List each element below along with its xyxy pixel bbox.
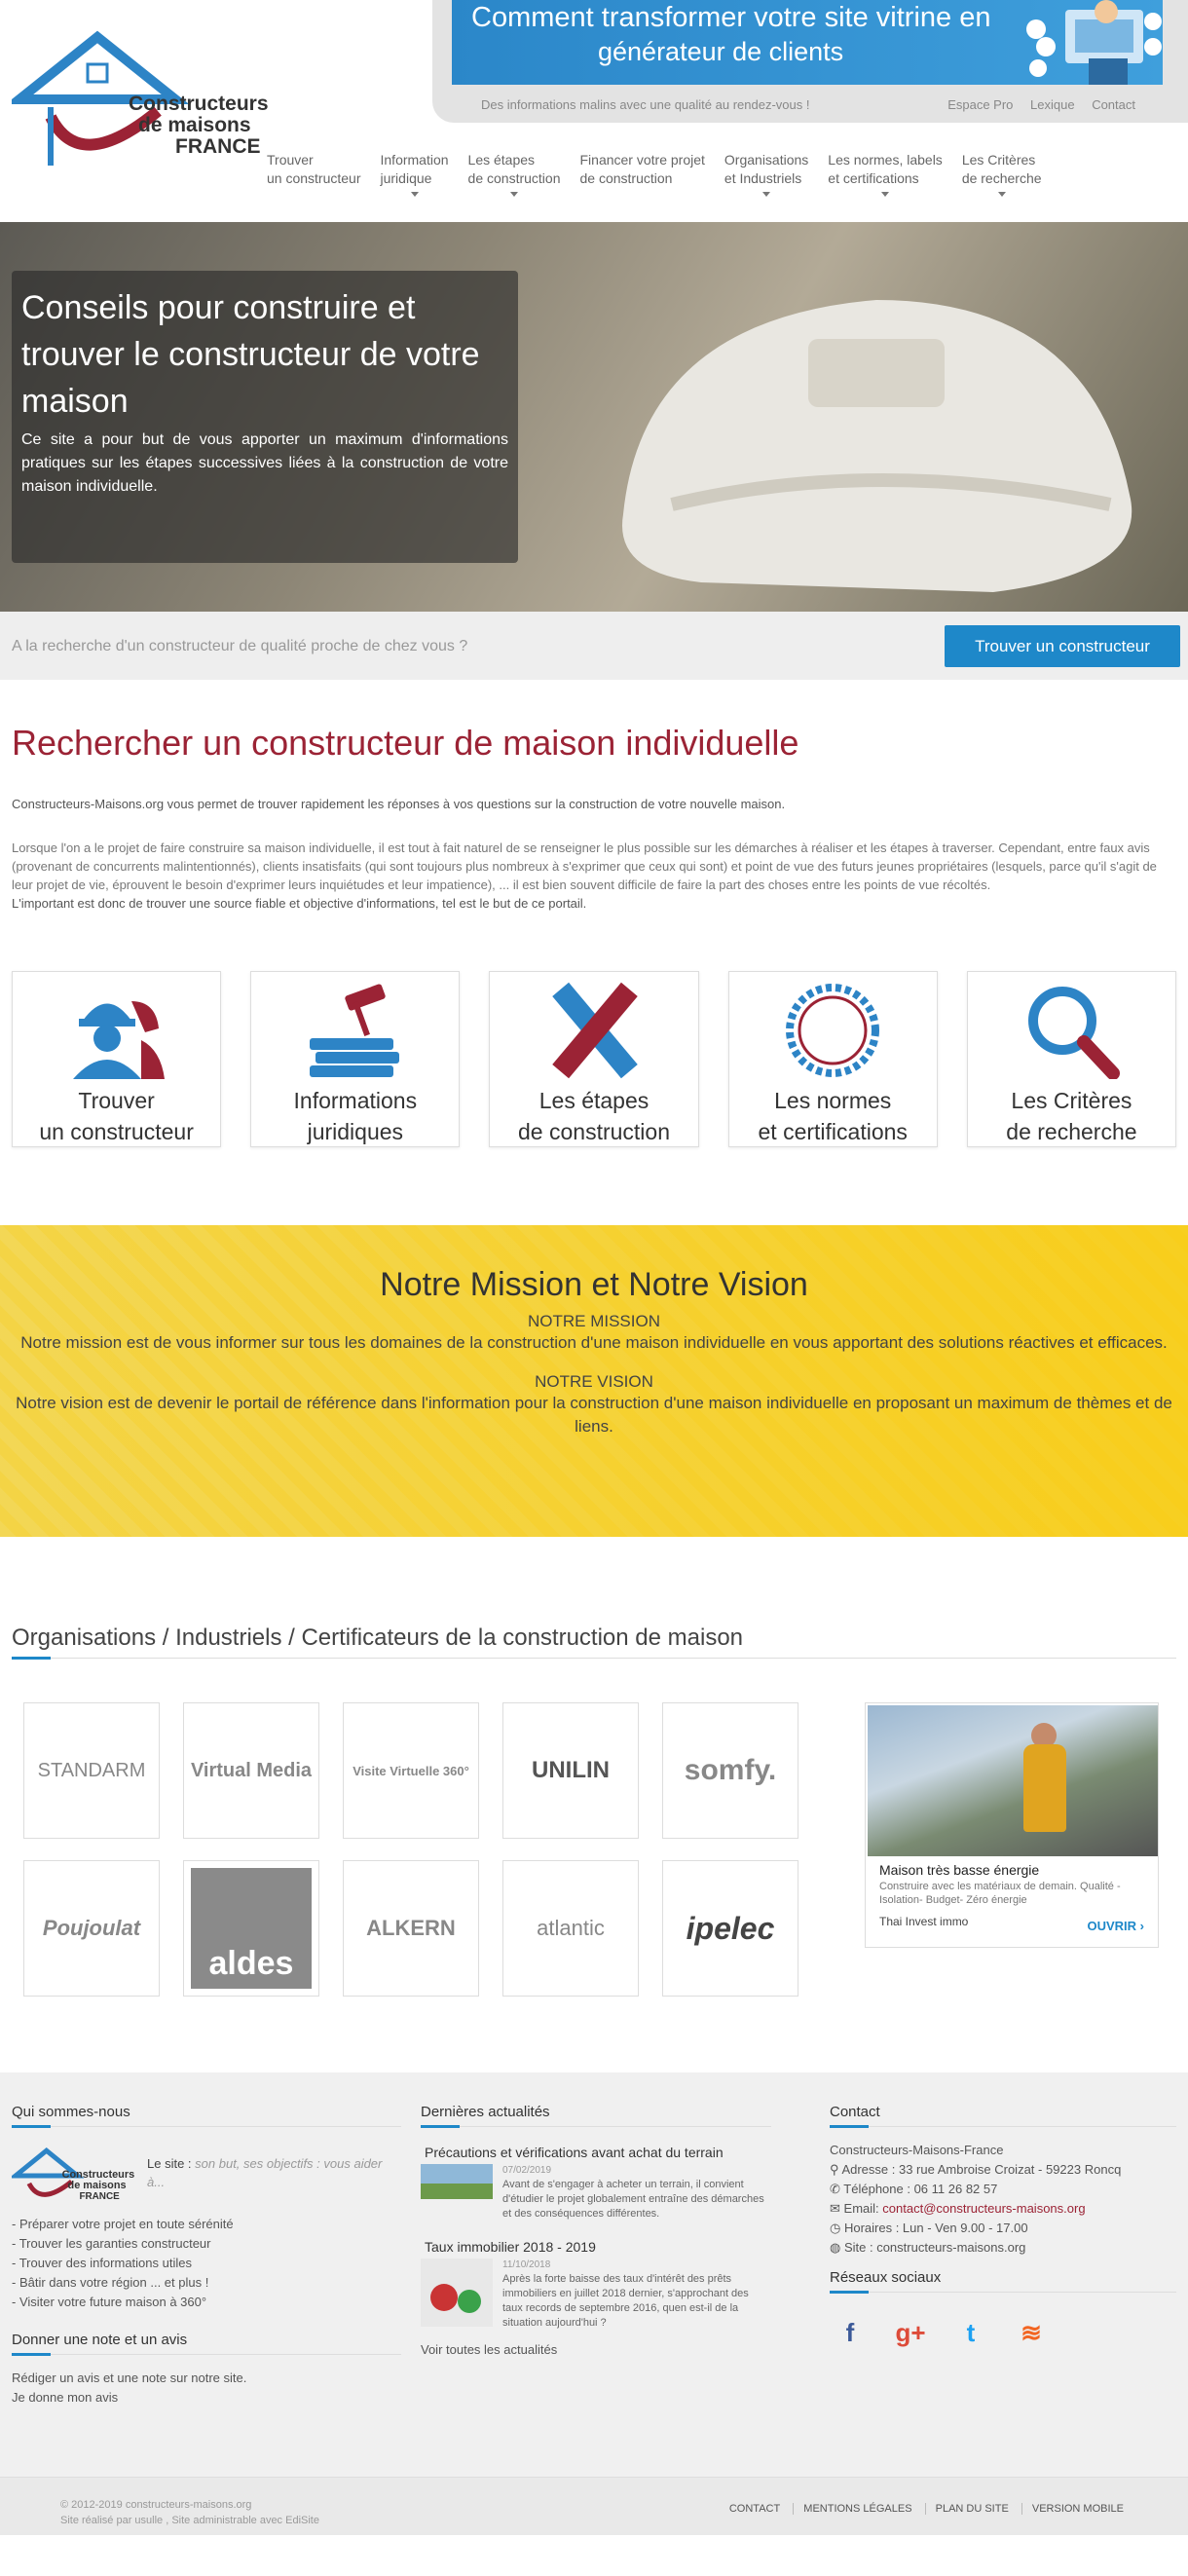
site-description: son but, ses objectifs : vous aider à... — [147, 2156, 383, 2189]
vision-text: Notre vision est de devenir le portail de référence dans l'information pour la construction d'une maison individuelle en proposant un maximum de thèmes et de liens. — [16, 1394, 1172, 1436]
logo-line-2: de maisons — [138, 114, 251, 136]
top-bar — [432, 0, 1188, 123]
partner-logo-atlantic[interactable] — [502, 1860, 639, 1997]
nav-label: Trouver — [267, 152, 314, 168]
card-label: de construction — [518, 1119, 670, 1144]
bottom-link-contact[interactable]: CONTACT — [728, 2503, 781, 2515]
ad-open-button[interactable]: OUVRIR › — [1087, 1919, 1144, 1933]
sidebar-ad[interactable] — [865, 1702, 1159, 1948]
search-prompt: A la recherche d'un constructeur de qualité proche de chez vous ? — [12, 638, 468, 654]
partner-name: STANDARM — [37, 1759, 146, 1781]
card-label: de recherche — [1006, 1119, 1137, 1144]
list-item: - Préparer votre projet en toute sérénité — [12, 2217, 234, 2231]
intro-paragraph-1: Constructeurs-Maisons.org vous permet de trouver rapidement les réponses à vos questions sur la construction de votre nouvelle maison. — [12, 797, 786, 811]
footer-news — [421, 2104, 771, 2360]
ad-open-label: OUVRIR — [1087, 1919, 1137, 1933]
nav-etapes-construction[interactable] — [468, 151, 561, 197]
mail-icon: ✉ — [830, 2201, 840, 2216]
contact-phone: Téléphone : 06 11 26 82 57 — [843, 2182, 998, 2196]
bottom-links — [720, 2503, 1133, 2515]
globe-icon: ◍ — [830, 2240, 841, 2255]
nav-label: de recherche — [961, 170, 1042, 186]
list-item: - Trouver des informations utiles — [12, 2256, 192, 2270]
nav-label: Organisations — [724, 152, 809, 168]
credits: Site réalisé par usulle , Site administrable avec EdiSite — [60, 2515, 319, 2526]
clock-icon: ◷ — [830, 2221, 841, 2235]
card-trouver-constructeur[interactable] — [12, 971, 221, 1147]
partner-name: aldes — [191, 1868, 312, 1989]
google-plus-icon[interactable]: g+ — [895, 2317, 926, 2347]
card-label: Les normes — [774, 1088, 892, 1113]
contact-title: Contact — [830, 2104, 1176, 2127]
bottom-link-plan[interactable]: PLAN DU SITE — [925, 2503, 1019, 2515]
nav-label: et certifications — [828, 170, 919, 186]
svg-text:FRANCE: FRANCE — [79, 2190, 120, 2202]
nav-label: Les Critères — [961, 152, 1036, 168]
bottom-link-mobile[interactable]: VERSION MOBILE — [1021, 2503, 1133, 2515]
hard-hat-icon — [584, 261, 1169, 612]
news-date: 11/10/2018 — [502, 2259, 551, 2270]
card-normes-certifications[interactable] — [728, 971, 938, 1147]
bottom-bar — [0, 2477, 1188, 2535]
find-builder-button[interactable]: Trouver un constructeur — [945, 625, 1180, 667]
contact-address: Adresse : 33 rue Ambroise Croizat - 59223 Roncq — [841, 2162, 1122, 2177]
nav-normes-labels[interactable] — [828, 151, 943, 197]
builder-icon — [63, 982, 170, 1079]
banner-line-1: Comment transformer votre site vitrine en — [471, 2, 991, 33]
mission-heading: NOTRE MISSION — [527, 1312, 660, 1330]
partner-name: ALKERN — [366, 1916, 456, 1940]
site-footer — [0, 2072, 1188, 2477]
partners-title: Organisations / Industriels / Certificateurs de la construction de maison — [12, 1624, 1176, 1659]
top-link-contact[interactable]: Contact — [1092, 97, 1135, 112]
ad-description: Construire avec les matériaux de demain. Qualité - Isolation- Budget- Zéro énergie — [879, 1881, 1121, 1906]
news-item-title: Taux immobilier 2018 - 2019 — [425, 2239, 596, 2255]
list-item: - Visiter votre future maison à 360° — [12, 2295, 207, 2309]
card-label: Les Critères — [1011, 1088, 1132, 1113]
banner-ad[interactable] — [452, 0, 1163, 85]
developer-illustration-icon — [1017, 0, 1163, 85]
nav-organisations[interactable] — [724, 151, 808, 197]
ad-image — [868, 1705, 1158, 1856]
news-item[interactable] — [421, 2239, 771, 2331]
feature-cards — [0, 971, 1188, 1147]
partner-logo-ipelec[interactable] — [662, 1860, 798, 1997]
partner-logo-standarm[interactable] — [23, 1702, 160, 1839]
nav-label: de construction — [579, 170, 673, 186]
site-header — [0, 0, 1188, 222]
partner-name: UNILIN — [532, 1757, 610, 1783]
map-pin-icon: ⚲ — [830, 2162, 839, 2177]
footer-about-title: Qui sommes-nous — [12, 2104, 401, 2127]
partner-name: atlantic — [537, 1916, 605, 1940]
about-list — [12, 2215, 401, 2312]
search-bar — [0, 612, 1188, 680]
hero-banner — [0, 222, 1188, 612]
card-label: Informations — [293, 1088, 418, 1113]
rate-link[interactable]: Je donne mon avis — [12, 2390, 119, 2405]
logo-line-1: Constructeurs — [129, 93, 269, 115]
nav-label: Financer votre projet — [579, 152, 705, 168]
top-link-espace-pro[interactable]: Espace Pro — [947, 97, 1014, 112]
hero-title: Conseils pour construire et trouver le constructeur de votre maison — [21, 289, 480, 420]
intro-section — [0, 680, 1188, 913]
twitter-icon[interactable]: t — [966, 2317, 976, 2347]
card-label: Les étapes — [538, 1088, 650, 1113]
news-all-link[interactable]: Voir toutes les actualités — [421, 2342, 558, 2357]
site-label: Le site : — [147, 2156, 192, 2171]
partner-logo-poujoulat[interactable] — [23, 1860, 160, 1997]
mission-section — [0, 1225, 1188, 1537]
nav-label: et Industriels — [724, 170, 802, 186]
hero-text-box — [12, 271, 518, 563]
svg-text:Constructeurs: Constructeurs — [61, 2168, 135, 2181]
news-excerpt: Après la forte baisse des taux d'intérêt des prêts immobiliers en juillet 2018 dernier, s'approchant des taux records de septembre 2016, quen est-il de la situation aujourd'hui ? — [502, 2273, 749, 2329]
partner-logos — [23, 1702, 832, 1997]
partner-name: somfy. — [684, 1754, 777, 1786]
copyright: © 2012-2019 constructeurs-maisons.org — [60, 2499, 252, 2511]
svg-text:de maisons: de maisons — [67, 2179, 127, 2191]
nav-information-juridique[interactable] — [381, 151, 449, 197]
news-thumbnail — [421, 2164, 493, 2199]
nav-criteres-recherche[interactable] — [962, 151, 1042, 197]
contact-name: Constructeurs-Maisons-France — [830, 2143, 1004, 2157]
magnifier-icon — [1018, 982, 1125, 1079]
news-title: Dernières actualités — [421, 2104, 771, 2127]
partner-name: Virtual Media — [190, 1759, 313, 1781]
laurel-icon — [779, 982, 886, 1079]
banner-line-2: générateur de clients — [598, 37, 844, 66]
partner-logo-aldes[interactable] — [183, 1860, 319, 1997]
card-label: un constructeur — [39, 1119, 194, 1144]
nav-financer-projet[interactable] — [580, 151, 705, 197]
vision-heading: NOTRE VISION — [535, 1372, 653, 1391]
top-link-lexique[interactable]: Lexique — [1030, 97, 1075, 112]
card-informations-juridiques[interactable] — [250, 971, 460, 1147]
list-item: - Trouver les garanties constructeur — [12, 2236, 211, 2251]
partner-logo-unilin[interactable] — [502, 1702, 639, 1839]
main-nav — [267, 151, 1061, 197]
partners-section — [0, 1537, 1188, 2072]
gavel-books-icon — [302, 982, 409, 1079]
contact-email-link[interactable]: contact@constructeurs-maisons.org — [882, 2201, 1086, 2216]
nav-trouver-constructeur[interactable] — [267, 151, 361, 197]
news-date: 07/02/2019 — [502, 2165, 552, 2176]
news-item[interactable] — [421, 2145, 771, 2221]
partner-name: ipelec — [686, 1910, 775, 1946]
contact-email-label: Email: — [843, 2201, 879, 2216]
footer-contact — [830, 2104, 1176, 2353]
card-label: et certifications — [758, 1119, 908, 1144]
footer-logo[interactable] — [12, 2145, 137, 2207]
social-title: Réseaux sociaux — [830, 2269, 1176, 2293]
nav-label: de construction — [467, 170, 561, 186]
mission-title: Notre Mission et Notre Vision — [380, 1266, 808, 1303]
nav-label: Les étapes — [467, 152, 536, 168]
facebook-icon[interactable]: f — [845, 2317, 855, 2347]
rss-icon[interactable]: ≋ — [1021, 2317, 1042, 2347]
intro-paragraph-3: L'important est donc de trouver une source fiable et objective d'informations, tel est le but de ce portail. — [12, 896, 587, 911]
footer-about — [12, 2104, 401, 2408]
news-item-title: Précautions et vérifications avant achat du terrain — [425, 2145, 724, 2160]
news-excerpt: Avant de s'engager à acheter un terrain, il convient d'étudier le projet globalement entraîne des démarches et des conséquences différentes. — [502, 2179, 764, 2220]
partner-logo-virtual-media[interactable] — [183, 1702, 319, 1839]
bottom-link-mentions[interactable]: MENTIONS LÉGALES — [793, 2503, 921, 2515]
social-links — [830, 2312, 1176, 2353]
phone-icon: ✆ — [830, 2182, 840, 2196]
nav-label: un constructeur — [267, 170, 361, 186]
ad-source: Thai Invest immo — [879, 1915, 969, 1928]
top-links — [934, 97, 1135, 112]
tagline: Des informations malins avec une qualité au rendez-vous ! — [481, 97, 810, 112]
contact-site: Site : constructeurs-maisons.org — [843, 2240, 1026, 2255]
chevron-down-icon — [881, 192, 889, 197]
intro-paragraph-2: Lorsque l'on a le projet de faire construire sa maison individuelle, il est tout à fait naturel de se renseigner le plus possible sur les démarches à réaliser et les étapes à traverser. Cependant, entre faux avis (provenant de concurrents malintentionnés), clients insatisfaits (qui sont toujours plus nombreux à s'exprimer que ceux qui sont) et point de vue des futurs jeunes propriétaires (lesquels, parce qu'il s'agit de leur projet de vie, éprouvent le besoin d'exprimer leurs inquiétudes et leur impatience), ... il est bien souvent difficile de faire la part des choses entre les points de vue récoltés. — [12, 840, 1157, 892]
list-item: - Bâtir dans votre région ... et plus ! — [12, 2275, 209, 2290]
contact-hours: Horaires : Lun - Ven 9.00 - 17.00 — [843, 2221, 1028, 2235]
nav-label: Information — [380, 152, 449, 168]
partner-logo-alkern[interactable] — [343, 1860, 479, 1997]
card-label: Trouver — [78, 1088, 155, 1113]
chevron-down-icon — [998, 192, 1006, 197]
card-criteres-recherche[interactable] — [967, 971, 1176, 1147]
hero-text: Ce site a pour but de vous apporter un maximum d'informations pratiques sur les étapes successives liées à la construction de votre maison individuelle. — [21, 431, 508, 495]
news-thumbnail — [421, 2259, 493, 2327]
chevron-down-icon — [411, 192, 419, 197]
chevron-down-icon — [510, 192, 518, 197]
mission-text: Notre mission est de vous informer sur tous les domaines de la construction d'une maison individuelle en vous apportant des solutions réactives et efficaces. — [20, 1333, 1168, 1352]
partner-logo-somfy[interactable] — [662, 1702, 798, 1839]
intro-title: Rechercher un constructeur de maison individuelle — [12, 723, 799, 763]
partner-name: Poujoulat — [42, 1916, 141, 1940]
nav-label: juridique — [380, 170, 432, 186]
nav-label: Les normes, labels — [828, 152, 943, 168]
ad-title: Maison très basse énergie — [879, 1862, 1040, 1878]
partner-logo-visite-virtuelle[interactable] — [343, 1702, 479, 1839]
logo-line-3: FRANCE — [175, 135, 261, 158]
rate-title: Donner une note et un avis — [12, 2332, 401, 2355]
rate-text: Rédiger un avis et une note sur notre site. — [12, 2371, 247, 2385]
chevron-down-icon — [762, 192, 770, 197]
ruler-pencil-icon — [540, 982, 648, 1079]
card-etapes-construction[interactable] — [489, 971, 698, 1147]
partner-name: Visite Virtuelle 360° — [353, 1763, 469, 1778]
card-label: juridiques — [307, 1119, 404, 1144]
